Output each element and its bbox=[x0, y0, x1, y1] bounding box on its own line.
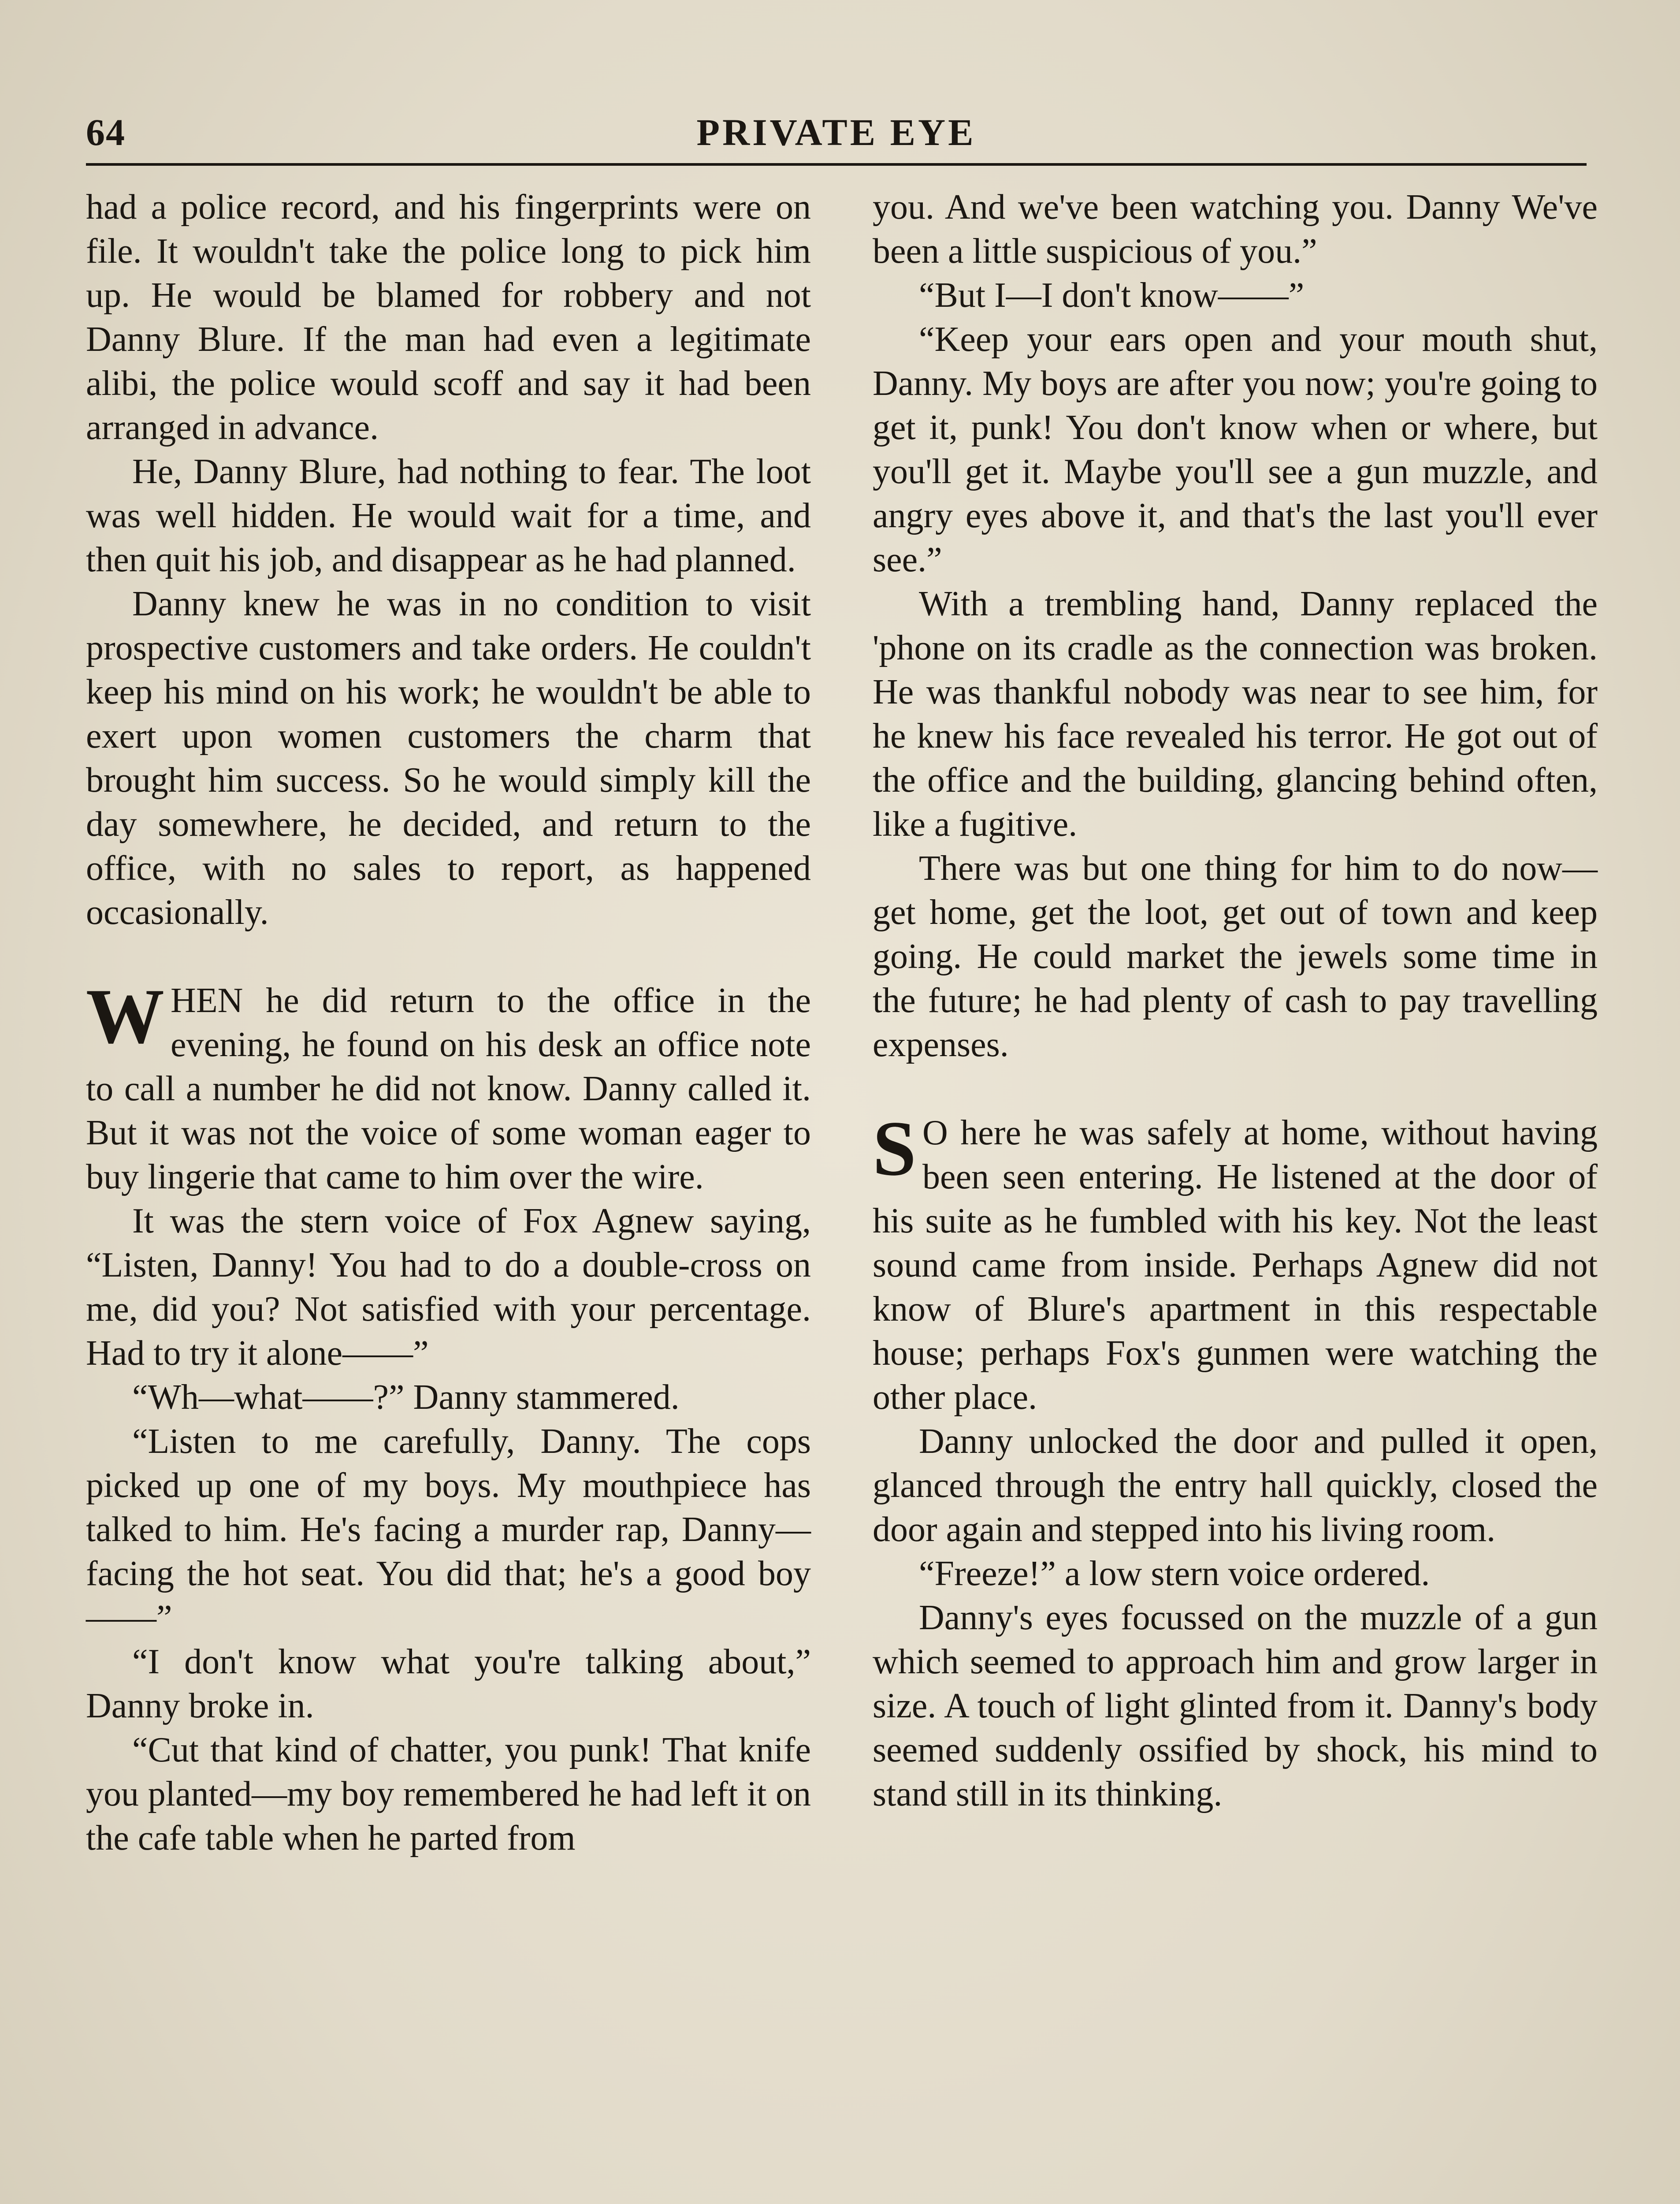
paragraph: “Cut that kind of chatter, you punk! That knife you planted—my boy remembered he had left it on the cafe table when he parted from bbox=[86, 1731, 811, 1858]
page-number: 64 bbox=[86, 111, 126, 153]
paragraph: you. And we've been watching you. Danny We've been a little suspicious of you.” bbox=[873, 188, 1598, 271]
paragraph-text: O here he was safely at home, without having been seen entering. He listened at the door of his suite as he fumbled with his key. Not the least sound came from inside. Perhaps Agnew did not know of Blure's apartment in this respectable house; perhaps Fox's gunmen were watching the other place. bbox=[873, 1113, 1598, 1417]
page-header bbox=[86, 101, 1587, 166]
paragraph: Danny unlocked the door and pulled it open, glanced through the entry hall quickly, closed the door again and stepped into his living room. bbox=[873, 1422, 1598, 1549]
paragraph-text: HEN he did return to the office in the evening, he found on his desk an office note to call a number he did not know. Danny called it. But it was not the voice of some woman eager to buy lingerie that came to him over the wire. bbox=[86, 981, 811, 1196]
paragraph: “But I—I don't know——” bbox=[919, 276, 1305, 315]
paragraph: “Keep your ears open and your mouth shut, Danny. My boys are after you now; you're going to get it, punk! You don't know when or where, but you'll get it. Maybe you'll see a gun muzzle, and angry eyes above it, and that's the last you'll ever see.” bbox=[873, 320, 1598, 579]
right-column bbox=[873, 185, 1598, 1816]
paragraph: With a trembling hand, Danny replaced the 'phone on its cradle as the connection was broken. He was thankful nobody was near to see him, for he knew his face revealed his terror. He got out of the office and the building, glancing behind often, like a fugitive. bbox=[873, 585, 1598, 844]
section-opening-paragraph bbox=[873, 1105, 1598, 1419]
paragraph: It was the stern voice of Fox Agnew saying, “Listen, Danny! You had to do a double-cross on me, did you? Not satisfied with your percentage. Had to try it alone——” bbox=[86, 1202, 811, 1373]
paragraph: Danny's eyes focussed on the muzzle of a gun which seemed to approach him and grow larger in size. A touch of light glinted from it. Danny's body seemed suddenly ossified by shock, his mind to stand still in its thinking. bbox=[873, 1598, 1598, 1813]
paragraph: There was but one thing for him to do now—get home, get the loot, get out of town and keep going. He could market the jewels some time in the future; he had plenty of cash to pay travelling expenses. bbox=[873, 849, 1598, 1064]
paragraph: Danny knew he was in no condition to visit prospective customers and take orders. He couldn't keep his mind on his work; he wouldn't be able to exert upon women customers the charm that brought him success. So he would simply kill the day somewhere, he decided, and return to the office, with no sales to report, as happened occasionally. bbox=[86, 585, 811, 932]
section-opening-paragraph bbox=[86, 972, 811, 1199]
paragraph: “Freeze!” a low stern voice ordered. bbox=[919, 1554, 1430, 1593]
drop-cap: W bbox=[86, 972, 164, 1060]
paragraph: “Wh—what——?” Danny stammered. bbox=[132, 1378, 680, 1417]
paragraph: He, Danny Blure, had nothing to fear. The loot was well hidden. He would wait for a time, and then quit his job, and disappear as he had planned. bbox=[86, 452, 811, 579]
section-break bbox=[86, 934, 811, 979]
paragraph: “Listen to me carefully, Danny. The cops picked up one of my boys. My mouthpiece has talked to him. He's facing a murder rap, Danny—facing the hot seat. You did that; he's a good boy——” bbox=[86, 1422, 811, 1637]
section-break bbox=[873, 1067, 1598, 1111]
left-column bbox=[86, 185, 811, 1860]
paragraph: had a police record, and his fingerprints were on file. It wouldn't take the police long to pick him up. He would be blamed for robbery and not Danny Blure. If the man had even a legitimate alibi, the police would scoff and say it had been arranged in advance. bbox=[86, 188, 811, 447]
drop-cap: S bbox=[873, 1105, 916, 1192]
running-title: PRIVATE EYE bbox=[696, 111, 976, 153]
paragraph: “I don't know what you're talking about,” Danny broke in. bbox=[86, 1642, 811, 1725]
